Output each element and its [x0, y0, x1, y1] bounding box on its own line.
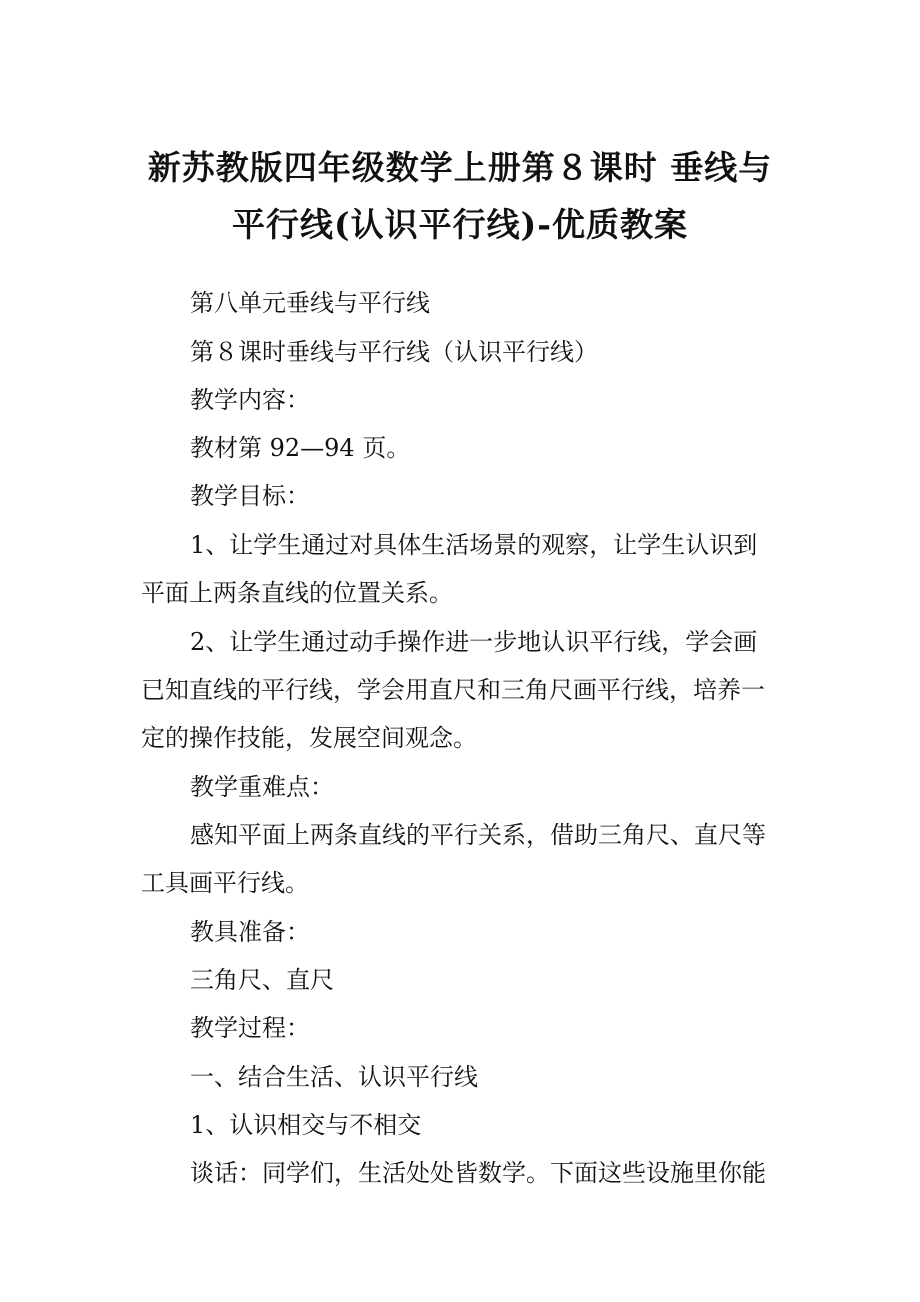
goal-1-line-2: 平面上两条直线的位置关系。 [141, 579, 453, 607]
key-points-line-1: 感知平面上两条直线的平行关系，借助三角尺、直尺等 [190, 821, 766, 849]
subsection-1-heading: 1、认识相交与不相交 [190, 1111, 422, 1139]
content-text: 教材第 92—94 页。 [190, 434, 411, 462]
lesson-heading: 第８课时垂线与平行线（认识平行线） [190, 338, 598, 366]
goal-2-line-2: 已知直线的平行线，学会用直尺和三角尺画平行线，培养一 [141, 676, 765, 704]
content-heading: 教学内容： [190, 386, 310, 414]
key-points-line-2: 工具画平行线。 [141, 869, 309, 897]
tools-heading: 教具准备： [190, 918, 310, 946]
goal-2-line-3: 定的操作技能，发展空间观念。 [141, 724, 477, 752]
dialogue-line-1: 谈话：同学们，生活处处皆数学。下面这些设施里你能 [190, 1159, 766, 1187]
key-points-heading: 教学重难点： [190, 773, 334, 801]
unit-heading: 第八单元垂线与平行线 [190, 289, 430, 317]
goals-heading: 教学目标： [190, 482, 310, 510]
goal-2-line-1: 2、让学生通过动手操作进一步地认识平行线，学会画 [190, 628, 758, 656]
document-title-line-1: 新苏教版四年级数学上册第８课时 垂线与 [147, 148, 773, 187]
goal-1-line-1: 1、让学生通过对具体生活场景的观察，让学生认识到 [190, 531, 758, 559]
section-1-heading: 一、结合生活、认识平行线 [190, 1063, 478, 1091]
document-title-line-2: 平行线(认识平行线)-优质教案 [232, 205, 688, 244]
tools-text: 三角尺、直尺 [190, 966, 334, 994]
process-heading: 教学过程： [190, 1014, 310, 1042]
